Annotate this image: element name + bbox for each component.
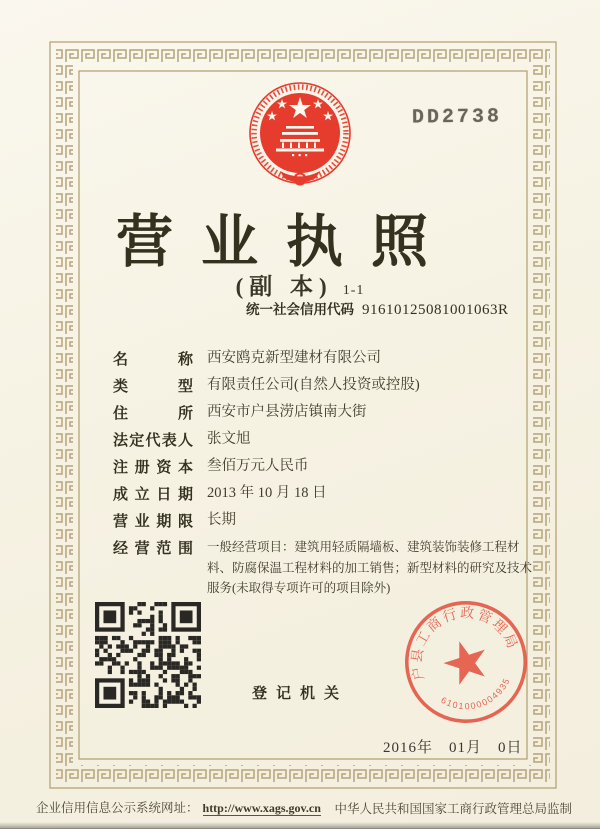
field-label: 经营范围 [113, 540, 193, 557]
footer-public-info [36, 798, 321, 816]
field-value: 叁佰万元人民币 [207, 458, 309, 474]
copy-type-label: (副 本) [235, 274, 333, 299]
field-value: 西安市户县涝店镇南大街 [207, 404, 367, 420]
registration-authority-label: 登记机关 [252, 685, 349, 702]
field-label: 名称 [113, 351, 193, 368]
date-day: 0日 [498, 740, 522, 756]
serial-number-stamp: DD2738 [411, 105, 503, 130]
field-row-established [113, 483, 545, 510]
field-value: 长期 [207, 512, 236, 528]
credit-code-label: 统一社会信用代码 [246, 302, 354, 317]
field-row-type [113, 375, 545, 402]
field-value: 2013 年 10 月 18 日 [207, 485, 327, 501]
svg-text:6101000004935 [437, 674, 517, 721]
national-emblem-icon [242, 78, 358, 204]
seal-authority-text: 户县工商行政管理局 [408, 604, 522, 683]
field-row-legal-rep [113, 429, 545, 456]
field-label: 法定代表人 [113, 432, 193, 449]
subtitle-row [0, 268, 600, 301]
field-row-name [113, 348, 545, 375]
footer-issuer: 中华人民共和国国家工商行政管理总局监制 [334, 802, 572, 816]
field-value: 一般经营项目：建筑用轻质隔墙板、建筑装饰装修工程材料、防腐保温工程材料的加工销售；新型材料的研究及技术服务(未取得专项许可的项目除外) [207, 540, 533, 595]
copy-number: 1-1 [342, 283, 365, 298]
date-month: 01月 [449, 740, 482, 756]
document-title: 营业执照 [116, 210, 456, 274]
field-label: 营业期限 [113, 513, 193, 530]
scan-edge-shadow [0, 822, 600, 829]
field-value: 张文旭 [207, 431, 251, 447]
date-year: 2016年 [383, 740, 433, 756]
registration-seal [392, 588, 540, 736]
registration-date [383, 736, 522, 757]
field-label: 注册资本 [113, 459, 193, 476]
field-row-address [113, 402, 545, 429]
field-row-term [113, 510, 545, 537]
seal-number-text: 6101000004935 [439, 675, 513, 712]
field-label: 成立日期 [113, 486, 193, 503]
field-value: 西安鸥克新型建材有限公司 [207, 350, 381, 366]
field-label: 类型 [113, 378, 193, 395]
footer-url-label: 企业信用信息公示系统网址： [36, 801, 199, 815]
qr-code [95, 602, 201, 708]
field-value: 有限责任公司(自然人投资或控股) [207, 377, 420, 393]
field-row-capital [113, 456, 545, 483]
credit-code-value: 91610125081001063R [362, 302, 509, 318]
license-fields [113, 348, 545, 599]
field-label: 住所 [113, 405, 193, 422]
credit-code-line [246, 298, 509, 319]
footer-url: http://www.xags.gov.cn [202, 801, 321, 815]
